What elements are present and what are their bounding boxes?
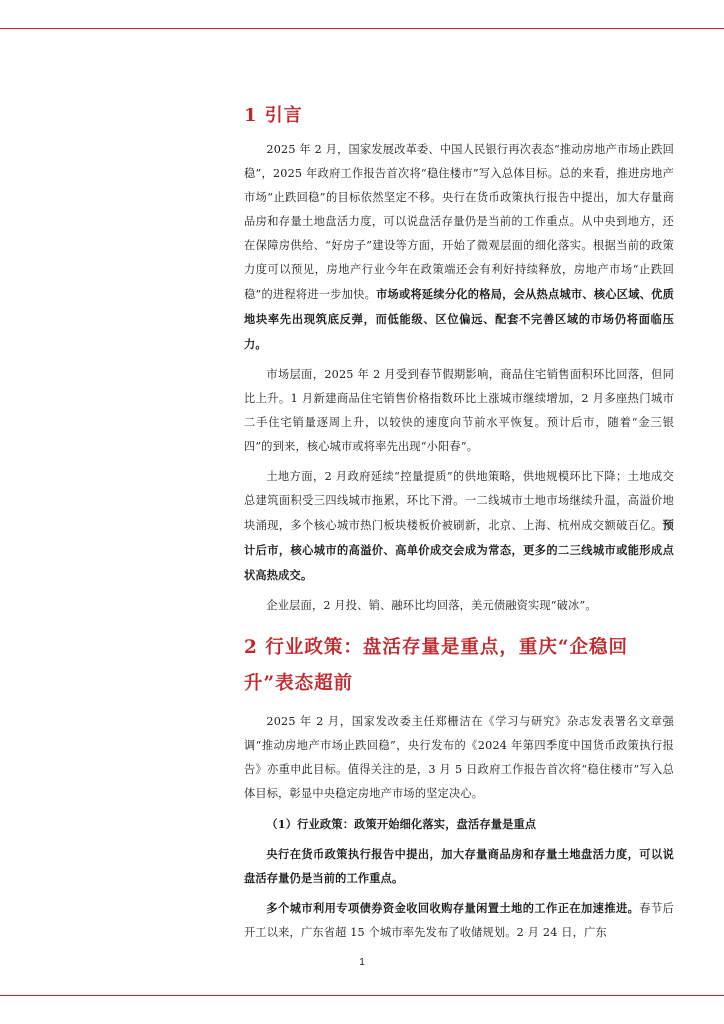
section-2-heading: 2 行业政策：盘活存量是重点，重庆“企稳回升”表态超前 — [244, 637, 628, 694]
section-1-paragraph-1-text: 2025 年 2 月，国家发展改革委、中国人民银行再次表态“推动房地产市场止跌回稳”，2025 年政府工作报告首次将“稳住楼市”写入总体目标。总的来看，推进房地产市场“止跌回稳”的目标依然坚定不移。央行在货币政策执行报告中提出，加大存量商品房和存量土地盘活力度，可以说盘活存量仍是当前的工作重点。从中央到地方，还在保障房供给、“好房子”建设等方面，开始了微观层面的细化落实。根据当前的政策力度可以预见，房地产行业今年在政策端还会有利好持续释放，房地产市场“止跌回稳”的进程将进一步加快。 — [244, 143, 674, 301]
section-2-subheading: （1）行业政策：政策开始细化落实，盘活存量是重点 — [266, 817, 537, 831]
section-2-paragraph-3-bold: 多个城市利用专项债券资金收回收购存量闲置土地的工作正在加速推进。 — [266, 901, 640, 915]
section-2-paragraph-2: 央行在货币政策执行报告中提出，加大存量商品房和存量土地盘活力度，可以说盘活存量仍是当前的工作重点。 — [244, 847, 674, 885]
footer-rule — [0, 995, 724, 996]
section-1-paragraph-1 — [244, 138, 674, 357]
section-1-paragraph-4: 企业层面，2 月投、销、融环比均回落，美元债融资实现“破冰”。 — [266, 599, 597, 612]
header-rule — [0, 28, 724, 29]
section-2-paragraph-3-text: 春节后开工以来，广东省超 15 个城市率先发布了收储规划。2 月 24 日，广东 — [244, 902, 674, 939]
section-2-paragraph-3 — [244, 896, 674, 945]
section-1-paragraph-2: 市场层面，2025 年 2 月受到春节假期影响，商品住宅销售面积环比回落，但同比上升。1 月新建商品住宅销售价格指数环比上涨城市继续增加，2 月多座热门城市二手住宅销量逐周上升，以较快的速度向节前水平恢复。预计后市，随着“金三银四”的到来，核心城市或将率先出现“小阳春”。 — [244, 368, 674, 453]
section-1-heading: 1 引言 — [244, 105, 303, 126]
section-1-paragraph-3-bold: 预计后市，核心城市的高溢价、高单价成交会成为常态，更多的二三线城市或能形成点状高热成交。 — [244, 518, 674, 582]
document-body — [244, 96, 674, 951]
section-2-paragraph-1: 2025 年 2 月，国家发改委主任郑栅洁在《学习与研究》杂志发表署名文章强调“推动房地产市场止跌回稳”，央行发布的《2024 年第四季度中国货币政策执行报告》亦重申此目标。值得关注的是，3 月 5 日政府工作报告首次将“稳住楼市”写入总体目标，彰显中央稳定房地产市场的坚定决心。 — [244, 715, 674, 800]
section-1-paragraph-3-text: 土地方面，2 月政府延续“控量提质”的供地策略，供地规模环比下降；土地成交总建筑面积受三四线城市拖累，环比下滑。一二线城市土地市场继续升温，高溢价地块涌现，多个核心城市热门板块楼板价被刷新，北京、上海、杭州成交额破百亿。 — [244, 470, 674, 532]
section-1-paragraph-3 — [244, 465, 674, 588]
section-1-paragraph-1-bold: 市场或将延续分化的格局，会从热点城市、核心区域、优质地块率先出现筑底反弹，而低能级、区位偏远、配套不完善区域的市场仍将面临压力。 — [244, 287, 675, 351]
page-number: 1 — [359, 957, 365, 968]
